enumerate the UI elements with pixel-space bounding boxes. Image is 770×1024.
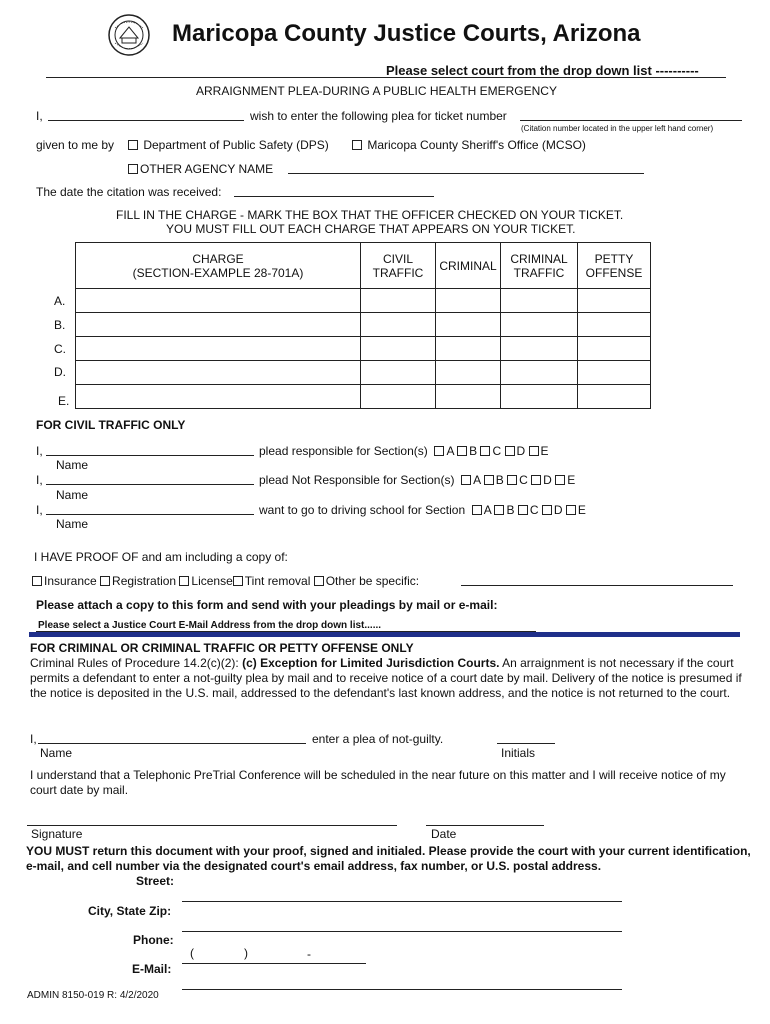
crim-traffic-cell[interactable] (501, 289, 578, 313)
criminal-cell[interactable] (436, 385, 501, 409)
i-prefix: I, (36, 503, 43, 517)
col-crim-traffic-header: CRIMINAL TRAFFIC (501, 243, 578, 289)
petty-cell[interactable] (578, 313, 651, 337)
criminal-cell[interactable] (436, 313, 501, 337)
court-select-dropdown[interactable]: Please select court from the drop down list ---------- (386, 63, 699, 78)
given-to-label: given to me by (36, 138, 115, 152)
other-proof-checkbox[interactable] (314, 576, 324, 586)
charge-field[interactable] (76, 337, 361, 361)
phone-paren-open: ( (190, 946, 194, 960)
civil-cell[interactable] (361, 385, 436, 409)
wish-text: wish to enter the following plea for ticket number (250, 109, 507, 123)
ticket-number-field[interactable] (520, 120, 742, 121)
phone-label: Phone: (133, 933, 174, 947)
charge-field[interactable] (76, 313, 361, 337)
row-label: A. (54, 294, 66, 308)
citation-note: (Citation number located in the upper left hand corner) (521, 124, 714, 133)
email-select-dropdown[interactable]: Please select a Justice Court E-Mail Address from the drop down list...... (38, 620, 382, 631)
charges-table (75, 242, 651, 409)
dps-checkbox[interactable] (128, 140, 138, 150)
school-d-checkbox[interactable] (542, 505, 552, 515)
name-label: Name (56, 458, 89, 472)
phone-dash: - (307, 947, 311, 961)
school-e-checkbox[interactable] (566, 505, 576, 515)
resp-a-checkbox[interactable] (434, 446, 444, 456)
school-c-checkbox[interactable] (518, 505, 528, 515)
date-received-label: The date the citation was received: (36, 185, 222, 199)
court-underline (46, 77, 726, 78)
charge-field[interactable] (76, 385, 361, 409)
other-agency-checkbox[interactable] (128, 164, 138, 174)
resp-c-checkbox[interactable] (480, 446, 490, 456)
other-agency-label: OTHER AGENCY NAME (140, 162, 274, 176)
col-charge-header: CHARGE (SECTION-EXAMPLE 28-701A) (76, 243, 361, 289)
petty-cell[interactable] (578, 337, 651, 361)
form-id: ADMIN 8150-019 R: 4/2/2020 (27, 990, 159, 1001)
resp-e-checkbox[interactable] (529, 446, 539, 456)
petty-cell[interactable] (578, 361, 651, 385)
name-label: Name (40, 746, 73, 760)
section-divider (29, 632, 740, 637)
crim-traffic-cell[interactable] (501, 385, 578, 409)
attach-instruction: Please attach a copy to this form and send with your pleadings by mail or e-mail: (36, 598, 498, 612)
street-label: Street: (136, 874, 175, 888)
petty-cell[interactable] (578, 385, 651, 409)
criminal-heading: FOR CRIMINAL OR CRIMINAL TRAFFIC OR PETTY OFFENSE ONLY (30, 641, 414, 655)
phone-field[interactable] (182, 963, 366, 964)
proof-heading: I HAVE PROOF OF and am including a copy of: (34, 550, 288, 564)
signature-label: Signature (31, 827, 83, 841)
name-label: Name (56, 517, 89, 531)
initials-label: Initials (501, 746, 536, 760)
notresp-d-checkbox[interactable] (531, 475, 541, 485)
registration-checkbox[interactable] (100, 576, 110, 586)
i-prefix: I, (36, 473, 43, 487)
charges-instruction-2: YOU MUST FILL OUT EACH CHARGE THAT APPEARS ON YOUR TICKET. (166, 222, 576, 236)
initials-field[interactable] (497, 743, 555, 744)
criminal-rule-paragraph: Criminal Rules of Procedure 14.2(c)(2): (c) Exception for Limited Jurisdiction Courts. An arraignment is not necessary if the court permits a defendant to enter a not-guilty plea by mail and to receive notice of a court date by mail. Delivery of the notice is presumed if the notice is deposited in the U.S. mail, addressed to the defendant's last known address, and the notice is not returned to the court. (30, 656, 742, 700)
crim-traffic-cell[interactable] (501, 313, 578, 337)
other-proof-label: Other be specific: (325, 574, 420, 588)
other-agency-field[interactable] (288, 173, 644, 174)
insurance-checkbox[interactable] (32, 576, 42, 586)
court-seal-logo (108, 14, 150, 56)
charge-row-b (76, 313, 651, 337)
charge-row-e (76, 385, 651, 409)
page-title: Maricopa County Justice Courts, Arizona (172, 20, 641, 47)
civil-cell[interactable] (361, 313, 436, 337)
notresp-a-checkbox[interactable] (461, 475, 471, 485)
criminal-cell[interactable] (436, 337, 501, 361)
col-civil-header: CIVIL TRAFFIC (361, 243, 436, 289)
city-label: City, State Zip: (88, 904, 172, 918)
notresp-e-checkbox[interactable] (555, 475, 565, 485)
row-label: C. (54, 342, 66, 356)
i-prefix: I, (36, 109, 43, 123)
charge-row-c (76, 337, 651, 361)
col-petty-header: PETTY OFFENSE (578, 243, 651, 289)
dps-label: Department of Public Safety (DPS) (143, 138, 329, 152)
school-a-checkbox[interactable] (472, 505, 482, 515)
mcso-label: Maricopa County Sheriff's Office (MCSO) (367, 138, 586, 152)
name-label: Name (56, 488, 89, 502)
charge-field[interactable] (76, 289, 361, 313)
return-instructions: YOU MUST return this document with your proof, signed and initialed. Please provide the court with your current identification, e-mail, and cell number via the designated court's email address, fax number, or U.S. postal address. (26, 844, 751, 873)
charge-row-d (76, 361, 651, 385)
street-field[interactable] (182, 901, 622, 902)
civil-cell[interactable] (361, 361, 436, 385)
criminal-cell[interactable] (436, 361, 501, 385)
not-responsible-row: plead Not Responsible for Section(s) A B C D E (259, 473, 576, 487)
civil-name-field-1[interactable] (46, 455, 254, 456)
pretrial-notice: I understand that a Telephonic PreTrial Conference will be scheduled in the near future on this matter and I will receive notice of my court date by mail. (30, 768, 726, 797)
responsible-row: plead responsible for Section(s) A B C D E (259, 444, 549, 458)
tint-label: Tint removal (244, 574, 311, 588)
form-subtitle: ARRAIGNMENT PLEA-DURING A PUBLIC HEALTH EMERGENCY (196, 84, 557, 98)
email-field[interactable] (182, 989, 622, 990)
civil-cell[interactable] (361, 289, 436, 313)
phone-paren-close: ) (244, 946, 248, 960)
mcso-checkbox[interactable] (352, 140, 362, 150)
crim-traffic-cell[interactable] (501, 361, 578, 385)
signature-field[interactable] (27, 825, 397, 826)
criminal-name-field[interactable] (38, 743, 306, 744)
petty-cell[interactable] (578, 289, 651, 313)
notresp-b-checkbox[interactable] (484, 475, 494, 485)
col-criminal-header: CRIMINAL (436, 243, 501, 289)
i-prefix: I, (36, 444, 43, 458)
city-field[interactable] (182, 931, 622, 932)
other-proof-field[interactable] (461, 585, 733, 586)
license-checkbox[interactable] (179, 576, 189, 586)
civil-cell[interactable] (361, 337, 436, 361)
plea-name-field[interactable] (48, 120, 244, 121)
school-b-checkbox[interactable] (494, 505, 504, 515)
date-label: Date (431, 827, 457, 841)
i-prefix: I, (30, 732, 37, 746)
registration-label: Registration (112, 574, 177, 588)
date-received-field[interactable] (234, 196, 434, 197)
insurance-label: Insurance (44, 574, 97, 588)
not-guilty-text: enter a plea of not-guilty. (312, 732, 444, 746)
notresp-c-checkbox[interactable] (507, 475, 517, 485)
charge-row-a (76, 289, 651, 313)
civil-name-field-2[interactable] (46, 484, 254, 485)
row-label: B. (54, 318, 66, 332)
driving-school-row: want to go to driving school for Section A B C D E (259, 503, 586, 517)
date-field[interactable] (426, 825, 544, 826)
criminal-cell[interactable] (436, 289, 501, 313)
row-label: D. (54, 365, 66, 379)
row-label: E. (58, 394, 70, 408)
charges-instruction-1: FILL IN THE CHARGE - MARK THE BOX THAT THE OFFICER CHECKED ON YOUR TICKET. (116, 208, 624, 222)
resp-d-checkbox[interactable] (505, 446, 515, 456)
crim-traffic-cell[interactable] (501, 337, 578, 361)
resp-b-checkbox[interactable] (457, 446, 467, 456)
charge-field[interactable] (76, 361, 361, 385)
proof-row (32, 574, 419, 588)
civil-name-field-3[interactable] (46, 514, 254, 515)
tint-checkbox[interactable] (233, 576, 243, 586)
email-label: E-Mail: (132, 962, 172, 976)
civil-heading: FOR CIVIL TRAFFIC ONLY (36, 418, 186, 432)
license-label: License (191, 574, 233, 588)
